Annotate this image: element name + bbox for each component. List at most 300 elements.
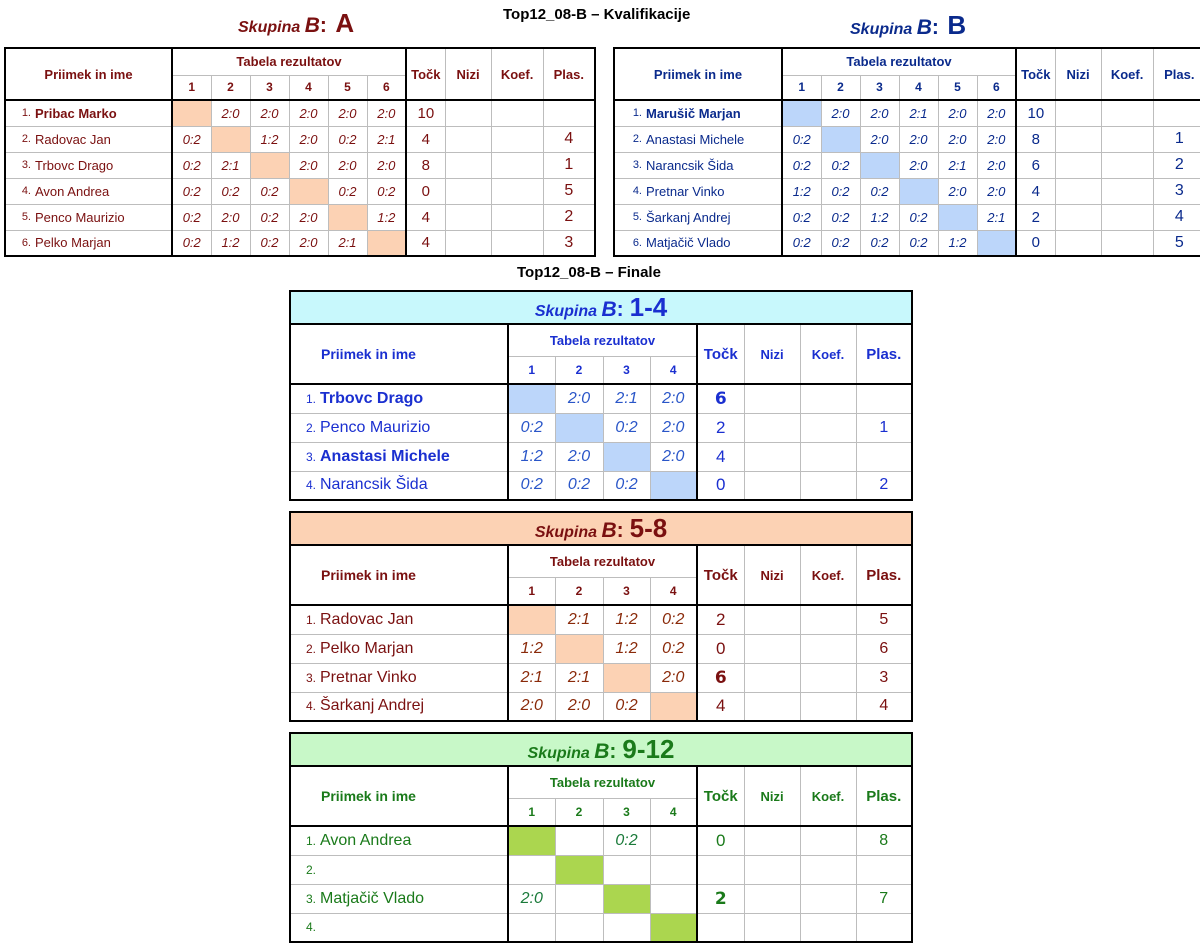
koef-cell [1101, 126, 1153, 152]
player-row [614, 204, 1200, 230]
player-name: Radovac Jan [318, 605, 508, 634]
result-cell: 1:2 [250, 126, 289, 152]
result-cell: 2:0 [555, 692, 603, 721]
result-cell [650, 826, 697, 855]
plas-header: Plas. [856, 324, 912, 384]
name-header: Priimek in ime [614, 48, 782, 100]
result-cell: 2:0 [977, 100, 1016, 126]
player-name: Avon Andrea [318, 826, 508, 855]
column-number: 6 [977, 75, 1016, 100]
player-row [290, 384, 912, 413]
result-cell: 2:0 [555, 442, 603, 471]
result-cell: 2:1 [508, 663, 555, 692]
plas-header: Plas. [1153, 48, 1200, 100]
result-cell: 1:2 [603, 634, 650, 663]
nizi-cell [744, 663, 800, 692]
result-cell: 0:2 [782, 230, 821, 256]
points-cell: 6 [697, 384, 744, 413]
result-cell: 2:0 [938, 178, 977, 204]
result-cell: 0:2 [250, 178, 289, 204]
player-name: Pretnar Vinko [318, 663, 508, 692]
result-cell: 2:0 [289, 152, 328, 178]
group-name: 5-8 [629, 513, 668, 543]
tocke-header: Točk [697, 545, 744, 605]
player-row [5, 100, 595, 126]
nizi-header: Nizi [445, 48, 491, 100]
player-row [290, 913, 912, 942]
koef-cell [1101, 152, 1153, 178]
row-number: 3. [290, 663, 318, 692]
result-cell: 2:0 [977, 126, 1016, 152]
player-name: Penco Maurizio [318, 413, 508, 442]
player-name: Matjačič Vlado [318, 884, 508, 913]
koef-header: Koef. [491, 48, 543, 100]
koef-cell [800, 692, 856, 721]
nizi-header: Nizi [744, 766, 800, 826]
tocke-header: Točk [697, 766, 744, 826]
column-number: 1 [508, 798, 555, 826]
diagonal-cell [977, 230, 1016, 256]
result-cell: 1:2 [603, 605, 650, 634]
placement-cell: 4 [1153, 204, 1200, 230]
nizi-cell [744, 826, 800, 855]
column-number: 2 [555, 798, 603, 826]
diagonal-cell [650, 471, 697, 500]
row-number: 5. [614, 204, 644, 230]
placement-cell [856, 913, 912, 942]
points-cell: 2 [697, 605, 744, 634]
result-cell: 2:0 [650, 384, 697, 413]
result-cell: 0:2 [860, 230, 899, 256]
result-cell: 0:2 [821, 178, 860, 204]
result-cell: 0:2 [172, 178, 211, 204]
nizi-cell [744, 605, 800, 634]
result-cell: 2:0 [328, 100, 367, 126]
result-cell: 2:0 [250, 100, 289, 126]
result-cell: 1:2 [367, 204, 406, 230]
player-name: Penco Maurizio [33, 204, 172, 230]
koef-cell [800, 855, 856, 884]
result-cell: 2:0 [211, 100, 250, 126]
group-name: 9-12 [622, 734, 675, 764]
result-cell: 0:2 [211, 178, 250, 204]
player-row [290, 634, 912, 663]
column-number: 4 [650, 798, 697, 826]
name-header: Priimek in ime [290, 545, 508, 605]
group-label: Skupina [850, 21, 913, 38]
placement-cell: 6 [856, 634, 912, 663]
koef-cell [800, 826, 856, 855]
koef-cell [1101, 100, 1153, 126]
player-row [290, 471, 912, 500]
row-number: 6. [5, 230, 33, 256]
final-9-12-table [289, 732, 913, 943]
results-header: Tabela rezultatov [508, 324, 697, 356]
column-number: 1 [782, 75, 821, 100]
group-letter: B [601, 519, 617, 542]
diagonal-cell [650, 692, 697, 721]
column-number: 4 [289, 75, 328, 100]
group-name: A [335, 8, 355, 38]
player-row [290, 826, 912, 855]
row-number: 5. [5, 204, 33, 230]
row-number: 3. [290, 442, 318, 471]
player-name: Šarkanj Andrej [644, 204, 782, 230]
group-name: 1-4 [629, 292, 668, 322]
result-cell: 2:0 [977, 152, 1016, 178]
row-number: 4. [614, 178, 644, 204]
player-row [5, 230, 595, 256]
result-cell [508, 855, 555, 884]
placement-cell: 2 [1153, 152, 1200, 178]
header-row [5, 48, 595, 75]
result-cell: 2:0 [289, 230, 328, 256]
group-title [290, 512, 912, 545]
nizi-cell [744, 471, 800, 500]
row-number: 2. [5, 126, 33, 152]
group-title [290, 733, 912, 766]
nizi-cell [445, 152, 491, 178]
points-cell: 0 [697, 471, 744, 500]
result-cell: 0:2 [782, 152, 821, 178]
group-label: Skupina [238, 19, 301, 36]
column-number: 1 [172, 75, 211, 100]
result-cell: 0:2 [821, 204, 860, 230]
player-row [290, 663, 912, 692]
result-cell: 2:0 [938, 100, 977, 126]
koef-cell [491, 126, 543, 152]
placement-cell: 5 [856, 605, 912, 634]
points-cell: 6 [1016, 152, 1055, 178]
nizi-cell [1055, 230, 1101, 256]
result-cell: 2:0 [555, 384, 603, 413]
player-row [614, 230, 1200, 256]
nizi-cell [445, 126, 491, 152]
result-cell: 2:0 [977, 178, 1016, 204]
header-row [614, 48, 1200, 75]
result-cell: 2:0 [860, 100, 899, 126]
nizi-cell [744, 413, 800, 442]
result-cell: 2:0 [367, 152, 406, 178]
koef-cell [800, 471, 856, 500]
result-cell: 2:0 [938, 126, 977, 152]
result-cell: 1:2 [938, 230, 977, 256]
result-cell: 2:0 [650, 413, 697, 442]
tocke-header: Točk [406, 48, 445, 100]
row-number: 1. [290, 605, 318, 634]
final-title: Top12_08-B – Finale [517, 264, 661, 281]
column-number: 1 [508, 356, 555, 384]
result-cell: 2:0 [860, 126, 899, 152]
results-header: Tabela rezultatov [172, 48, 406, 75]
result-cell [603, 855, 650, 884]
placement-cell [543, 100, 595, 126]
result-cell: 2:1 [328, 230, 367, 256]
nizi-cell [744, 692, 800, 721]
player-row [290, 884, 912, 913]
player-name: Radovac Jan [33, 126, 172, 152]
diagonal-cell [860, 152, 899, 178]
result-cell: 2:0 [899, 152, 938, 178]
diagonal-cell [289, 178, 328, 204]
column-number: 3 [603, 577, 650, 605]
result-cell: 0:2 [860, 178, 899, 204]
placement-cell: 5 [543, 178, 595, 204]
group-colon: : [609, 740, 617, 763]
column-number: 3 [603, 356, 650, 384]
diagonal-cell [782, 100, 821, 126]
koef-cell [491, 152, 543, 178]
placement-cell: 8 [856, 826, 912, 855]
result-cell: 2:0 [289, 204, 328, 230]
player-name: Pelko Marjan [318, 634, 508, 663]
result-cell: 0:2 [603, 413, 650, 442]
player-row [614, 178, 1200, 204]
points-cell: 4 [406, 204, 445, 230]
placement-cell: 7 [856, 884, 912, 913]
row-number: 1. [614, 100, 644, 126]
nizi-cell [445, 100, 491, 126]
placement-cell: 1 [1153, 126, 1200, 152]
player-row [290, 692, 912, 721]
nizi-cell [1055, 100, 1101, 126]
player-name: Trbovc Drago [33, 152, 172, 178]
koef-cell [800, 442, 856, 471]
diagonal-cell [328, 204, 367, 230]
result-cell: 2:0 [289, 126, 328, 152]
group-title-row [290, 512, 912, 545]
nizi-cell [445, 204, 491, 230]
koef-header: Koef. [800, 545, 856, 605]
plas-header: Plas. [543, 48, 595, 100]
name-header: Priimek in ime [290, 324, 508, 384]
nizi-header: Nizi [1055, 48, 1101, 100]
points-cell [697, 855, 744, 884]
result-cell: 2:1 [555, 605, 603, 634]
diagonal-cell [508, 826, 555, 855]
column-number: 2 [555, 356, 603, 384]
column-number: 3 [250, 75, 289, 100]
plas-header: Plas. [856, 766, 912, 826]
result-cell: 0:2 [250, 204, 289, 230]
group-label: Skupina [527, 745, 590, 762]
points-cell: 10 [1016, 100, 1055, 126]
result-cell [555, 826, 603, 855]
tocke-header: Točk [697, 324, 744, 384]
result-cell: 1:2 [860, 204, 899, 230]
row-number: 1. [290, 384, 318, 413]
points-cell: 4 [697, 692, 744, 721]
diagonal-cell [603, 884, 650, 913]
group-colon: : [931, 16, 939, 39]
player-row [5, 204, 595, 230]
koef-cell [491, 100, 543, 126]
player-name [318, 913, 508, 942]
group-a-title [238, 8, 354, 39]
player-name: Anastasi Michele [318, 442, 508, 471]
player-name: Pelko Marjan [33, 230, 172, 256]
diagonal-cell [250, 152, 289, 178]
diagonal-cell [603, 663, 650, 692]
result-cell: 1:2 [211, 230, 250, 256]
result-cell: 1:2 [508, 442, 555, 471]
result-cell: 1:2 [508, 634, 555, 663]
placement-cell: 1 [543, 152, 595, 178]
koef-cell [800, 605, 856, 634]
nizi-cell [744, 855, 800, 884]
nizi-cell [744, 884, 800, 913]
placement-cell: 2 [856, 471, 912, 500]
row-number: 4. [290, 471, 318, 500]
result-cell: 2:1 [977, 204, 1016, 230]
koef-cell [491, 178, 543, 204]
result-cell: 0:2 [172, 230, 211, 256]
result-cell: 2:1 [899, 100, 938, 126]
result-cell: 0:2 [821, 152, 860, 178]
koef-cell [800, 884, 856, 913]
player-name: Marušič Marjan [644, 100, 782, 126]
result-cell: 0:2 [172, 204, 211, 230]
row-number: 2. [290, 413, 318, 442]
nizi-cell [1055, 126, 1101, 152]
result-cell: 2:1 [938, 152, 977, 178]
result-cell: 0:2 [508, 471, 555, 500]
result-cell: 2:0 [650, 442, 697, 471]
column-number: 3 [603, 798, 650, 826]
points-cell: 0 [697, 826, 744, 855]
result-cell: 0:2 [508, 413, 555, 442]
group-title-row [290, 733, 912, 766]
player-name: Avon Andrea [33, 178, 172, 204]
name-header: Priimek in ime [5, 48, 172, 100]
final-5-8-table [289, 511, 913, 722]
row-number: 2. [614, 126, 644, 152]
group-b-title [850, 10, 966, 41]
nizi-cell [744, 384, 800, 413]
column-number: 4 [650, 356, 697, 384]
player-row [290, 442, 912, 471]
player-name: Narancsik Šida [318, 471, 508, 500]
group-name: B [947, 10, 967, 40]
points-cell [697, 913, 744, 942]
column-number: 2 [555, 577, 603, 605]
player-row [5, 178, 595, 204]
player-name: Matjačič Vlado [644, 230, 782, 256]
group-letter: B [916, 16, 932, 39]
diagonal-cell [938, 204, 977, 230]
row-number: 4. [5, 178, 33, 204]
nizi-cell [744, 913, 800, 942]
points-cell: 6 [697, 663, 744, 692]
header-row [290, 766, 912, 798]
group-label: Skupina [534, 303, 598, 320]
player-name [318, 855, 508, 884]
diagonal-cell [508, 605, 555, 634]
nizi-cell [445, 230, 491, 256]
koef-cell [491, 204, 543, 230]
result-cell: 2:0 [508, 692, 555, 721]
koef-cell [800, 634, 856, 663]
koef-cell [800, 663, 856, 692]
player-name: Anastasi Michele [644, 126, 782, 152]
placement-cell [856, 442, 912, 471]
result-cell: 0:2 [328, 126, 367, 152]
result-cell: 0:2 [603, 826, 650, 855]
player-row [290, 605, 912, 634]
result-cell: 2:0 [289, 100, 328, 126]
result-cell [555, 884, 603, 913]
result-cell: 2:1 [555, 663, 603, 692]
player-row [614, 100, 1200, 126]
points-cell: 8 [406, 152, 445, 178]
row-number: 6. [614, 230, 644, 256]
diagonal-cell [508, 384, 555, 413]
koef-header: Koef. [800, 766, 856, 826]
player-row [5, 152, 595, 178]
points-cell: 2 [697, 413, 744, 442]
row-number: 4. [290, 913, 318, 942]
diagonal-cell [899, 178, 938, 204]
column-number: 2 [211, 75, 250, 100]
koef-cell [1101, 204, 1153, 230]
row-number: 1. [5, 100, 33, 126]
points-cell: 4 [697, 442, 744, 471]
result-cell: 2:0 [899, 126, 938, 152]
result-cell: 2:1 [367, 126, 406, 152]
koef-cell [491, 230, 543, 256]
result-cell: 1:2 [782, 178, 821, 204]
points-cell: 2 [1016, 204, 1055, 230]
player-row [290, 413, 912, 442]
player-name: Šarkanj Andrej [318, 692, 508, 721]
player-row [614, 152, 1200, 178]
placement-cell: 3 [1153, 178, 1200, 204]
name-header: Priimek in ime [290, 766, 508, 826]
placement-cell: 3 [856, 663, 912, 692]
points-cell: 4 [1016, 178, 1055, 204]
group-title [290, 291, 912, 324]
koef-cell [800, 913, 856, 942]
result-cell: 0:2 [899, 204, 938, 230]
group-letter: B [304, 14, 320, 37]
result-cell: 0:2 [328, 178, 367, 204]
group-label: Skupina [534, 524, 598, 541]
diagonal-cell [555, 634, 603, 663]
koef-cell [800, 413, 856, 442]
nizi-header: Nizi [744, 324, 800, 384]
result-cell: 2:1 [211, 152, 250, 178]
result-cell: 0:2 [172, 152, 211, 178]
nizi-cell [1055, 204, 1101, 230]
diagonal-cell [555, 855, 603, 884]
results-header: Tabela rezultatov [782, 48, 1016, 75]
row-number: 4. [290, 692, 318, 721]
player-row [5, 126, 595, 152]
column-number: 4 [650, 577, 697, 605]
koef-header: Koef. [1101, 48, 1153, 100]
points-cell: 0 [697, 634, 744, 663]
plas-header: Plas. [856, 545, 912, 605]
result-cell: 2:0 [367, 100, 406, 126]
player-row [290, 855, 912, 884]
result-cell: 0:2 [650, 634, 697, 663]
column-number: 3 [860, 75, 899, 100]
nizi-cell [744, 442, 800, 471]
result-cell [650, 855, 697, 884]
result-cell: 0:2 [603, 471, 650, 500]
diagonal-cell [172, 100, 211, 126]
player-name: Trbovc Drago [318, 384, 508, 413]
